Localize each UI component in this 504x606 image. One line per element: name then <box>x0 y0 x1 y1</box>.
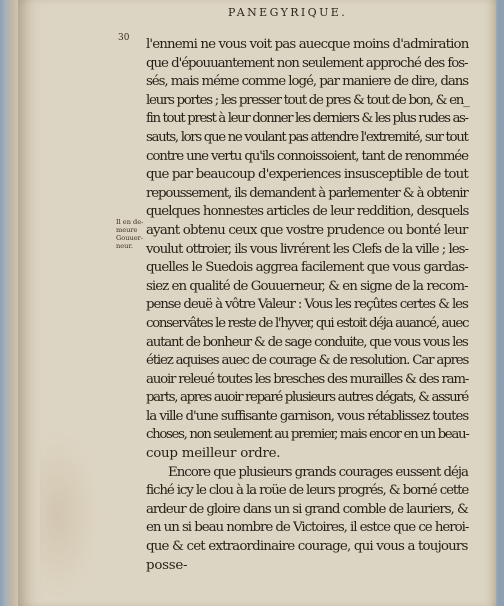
margin-note-line: Il en de- <box>116 218 144 226</box>
text-line: fin tout prest à leur donner les derniers & les plus rudes as- <box>146 111 468 127</box>
text-line: que par beaucoup d'experiences insusceptible de tout <box>146 167 468 183</box>
text-line: contre une vertu qu'ils connoissoient, tant de renommée <box>146 148 468 164</box>
text-line: sauts, lors que ne voulant pas attendre l'extremité, sur tout <box>146 129 468 145</box>
margin-note-line: neur. <box>116 242 133 250</box>
margin-note <box>116 218 146 250</box>
text-line: siez en qualité de Gouuerneur, & en signe de la recom- <box>146 278 468 294</box>
text-line: choses, non seulement au premier, mais encor en un beau- <box>146 427 469 443</box>
text-line: fiché icy le clou à la roüe de leurs progrés, & borné cette <box>146 483 469 499</box>
text-line: conservâtes le reste de l'hyver, qui estoit déja auancé, auec <box>146 315 469 331</box>
text-line: en un si beau nombre de Victoires, il estce que ce heroi- <box>146 520 469 536</box>
text-line: leurs portes ; les presser tout de pres & tout de bon, & en_ <box>146 92 469 108</box>
page-number: 30 <box>118 33 130 43</box>
margin-note-line: Gouuer- <box>116 234 144 242</box>
text-line: pense deuë à vôtre Valeur : Vous les reçûtes certes & les <box>146 297 468 313</box>
text-line: parts, apres auoir reparé plusieurs autres dégats, & assuré <box>146 390 468 406</box>
text-line: la ville d'une suffisante garnison, vous rétablissez toutes <box>146 408 469 424</box>
text-line: quelques honnestes articles de leur reddition, desquels <box>146 204 469 220</box>
text-line: coup meilleur ordre. <box>146 446 281 462</box>
text-line: autant de bonheur & de sage conduite, que vous vous les <box>146 334 468 350</box>
text-line: sés, mais méme comme logé, par maniere de dire, dans <box>146 74 469 90</box>
paper-stain <box>40 430 100 600</box>
text-line: quelles le Suedois aggrea facilement que vous gardas- <box>146 260 468 276</box>
text-line: auoir releué toutes les bresches des murailles & des ram- <box>146 371 469 387</box>
text-line: l'ennemi ne vous voit pas auecque moins d'admiration <box>146 37 469 52</box>
text-line: que d'épouuantement non seulement approché des fos- <box>146 55 468 71</box>
text-line: que & cet extraordinaire courage, qui vous a toujours <box>146 539 468 555</box>
running-head: PANEGYRIQUE. <box>228 6 348 19</box>
body-text <box>146 36 469 575</box>
text-line: voulut ottroier, ils vous livrérent les Clefs de la ville ; les- <box>146 241 468 257</box>
text-line: étiez aquises auec de courage & de resolution. Car apres <box>146 353 469 369</box>
text-line: repoussement, ils demandent à parlementer & à obtenir <box>146 185 468 201</box>
text-line: posse- <box>146 557 188 573</box>
text-line: Encore que plusieurs grands courages eussent déja <box>168 464 468 480</box>
text-line: ayant obtenu ceux que vostre prudence ou bonté leur <box>146 222 468 238</box>
margin-note-line: meure <box>116 226 138 234</box>
book-binding-edge <box>0 0 20 606</box>
text-line: ardeur de gloire dans un si grand comble de lauriers, & <box>146 501 468 517</box>
